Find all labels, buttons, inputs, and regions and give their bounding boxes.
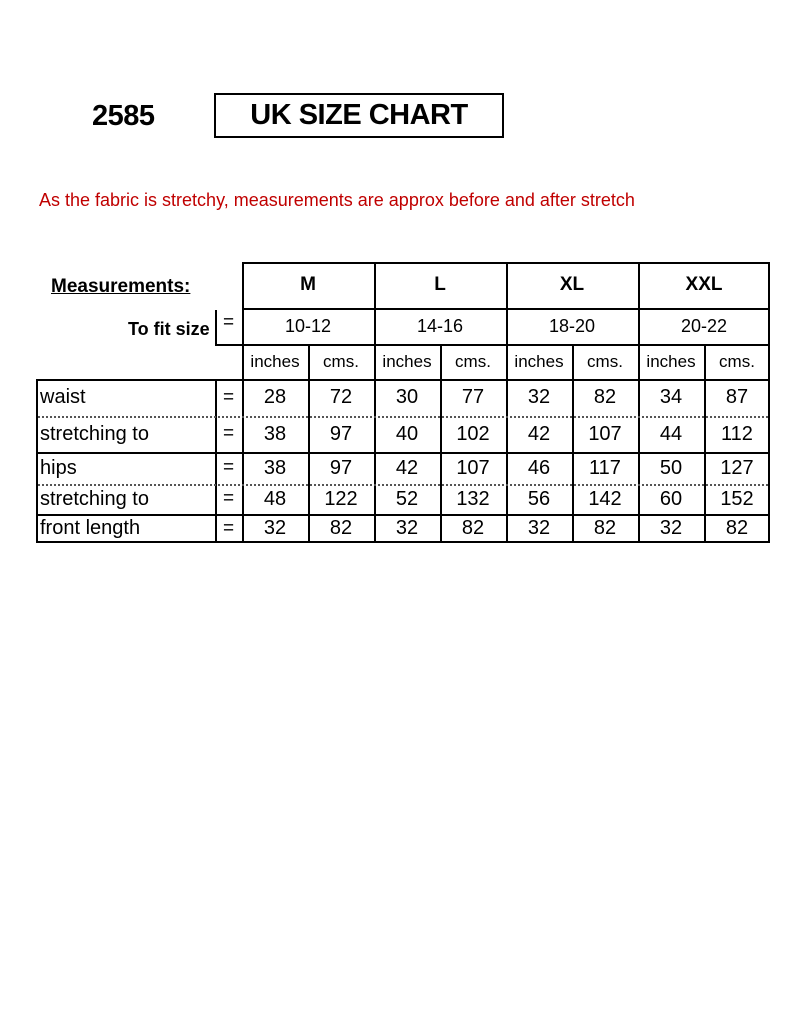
value-cell: 52 xyxy=(395,487,419,510)
value-cell: 97 xyxy=(329,456,353,479)
row-label: hips xyxy=(40,456,77,479)
value-cell: 46 xyxy=(527,456,551,479)
fit-size-value: 14-16 xyxy=(416,315,464,336)
table-border xyxy=(638,262,640,346)
value-cell: 32 xyxy=(659,517,683,539)
value-cell: 127 xyxy=(720,456,754,479)
value-cell: 32 xyxy=(527,517,551,539)
value-cell: 117 xyxy=(589,456,621,479)
measurements-label: Measurements: xyxy=(51,276,191,297)
value-cell: 107 xyxy=(456,456,490,479)
value-cell: 82 xyxy=(593,386,617,408)
table-border xyxy=(506,344,508,379)
table-border xyxy=(768,344,770,379)
table-border xyxy=(638,379,640,543)
fit-size-value: 10-12 xyxy=(284,315,332,336)
unit-header: cms. xyxy=(455,351,491,371)
table-border xyxy=(704,344,706,379)
size-header: XXL xyxy=(685,274,723,295)
value-cell: 50 xyxy=(659,456,683,479)
value-cell: 87 xyxy=(725,386,749,408)
row-equals: = xyxy=(222,386,235,408)
value-cell: 142 xyxy=(588,487,622,510)
table-border xyxy=(36,379,38,543)
row-equals: = xyxy=(222,517,235,539)
value-cell: 44 xyxy=(659,422,683,445)
row-label: waist xyxy=(40,386,86,408)
value-cell: 34 xyxy=(659,386,683,408)
value-cell: 56 xyxy=(527,487,551,510)
table-border xyxy=(768,379,770,543)
unit-header: cms. xyxy=(587,351,623,371)
row-divider xyxy=(38,416,768,418)
table-border xyxy=(704,379,706,543)
table-border xyxy=(36,452,770,454)
table-border xyxy=(242,262,244,346)
value-cell: 77 xyxy=(461,386,485,408)
fit-size-value: 18-20 xyxy=(548,315,596,336)
table-border xyxy=(215,310,217,346)
table-border xyxy=(242,379,244,543)
table-border xyxy=(215,379,217,543)
fit-size-value: 20-22 xyxy=(680,315,728,336)
value-cell: 48 xyxy=(263,487,287,510)
value-cell: 38 xyxy=(263,422,287,445)
value-cell: 42 xyxy=(395,456,419,479)
unit-header: cms. xyxy=(719,351,755,371)
table-border xyxy=(374,262,376,346)
table-border xyxy=(506,379,508,543)
size-header: XL xyxy=(559,274,585,295)
unit-header: inches xyxy=(250,351,300,371)
value-cell: 82 xyxy=(461,517,485,539)
chart-title: UK SIZE CHART xyxy=(214,93,504,138)
fit-size-label: To fit size xyxy=(128,319,210,339)
value-cell: 38 xyxy=(263,456,287,479)
value-cell: 32 xyxy=(527,386,551,408)
table-border xyxy=(506,262,508,346)
value-cell: 82 xyxy=(593,517,617,539)
table-border xyxy=(440,379,442,543)
table-border xyxy=(36,379,770,381)
table-border xyxy=(374,344,376,379)
product-code: 2585 xyxy=(92,100,155,132)
value-cell: 40 xyxy=(395,422,419,445)
table-border xyxy=(638,344,640,379)
table-border xyxy=(374,379,376,543)
value-cell: 60 xyxy=(659,487,683,510)
row-label: front length xyxy=(40,517,141,539)
table-border xyxy=(215,344,770,346)
row-equals: = xyxy=(222,423,235,444)
value-cell: 32 xyxy=(263,517,287,539)
unit-header: inches xyxy=(646,351,696,371)
value-cell: 97 xyxy=(329,422,353,445)
value-cell: 32 xyxy=(395,517,419,539)
table-border xyxy=(36,541,770,543)
stretch-note: As the fabric is stretchy, measurements are approx before and after stretch xyxy=(39,190,635,210)
value-cell: 102 xyxy=(456,422,490,445)
unit-header: inches xyxy=(382,351,432,371)
table-border xyxy=(572,379,574,543)
table-border xyxy=(768,262,770,346)
value-cell: 30 xyxy=(395,386,419,408)
unit-header: cms. xyxy=(323,351,359,371)
value-cell: 28 xyxy=(263,386,287,408)
value-cell: 112 xyxy=(721,422,753,445)
table-border xyxy=(572,344,574,379)
row-equals: = xyxy=(222,457,235,478)
unit-header: inches xyxy=(514,351,564,371)
row-label: stretching to xyxy=(40,422,149,445)
table-border xyxy=(308,344,310,379)
size-header: L xyxy=(434,274,446,295)
fit-equals: = xyxy=(222,312,235,333)
table-border xyxy=(308,379,310,543)
table-border xyxy=(242,344,244,379)
row-divider xyxy=(38,484,768,486)
row-equals: = xyxy=(222,488,235,509)
size-header: M xyxy=(300,274,316,295)
value-cell: 152 xyxy=(720,487,754,510)
table-border xyxy=(440,344,442,379)
value-cell: 82 xyxy=(725,517,749,539)
value-cell: 42 xyxy=(527,422,551,445)
value-cell: 72 xyxy=(329,386,353,408)
table-border xyxy=(36,514,770,516)
value-cell: 82 xyxy=(329,517,353,539)
value-cell: 122 xyxy=(324,487,358,510)
value-cell: 132 xyxy=(456,487,490,510)
value-cell: 107 xyxy=(588,422,622,445)
row-label: stretching to xyxy=(40,487,149,510)
